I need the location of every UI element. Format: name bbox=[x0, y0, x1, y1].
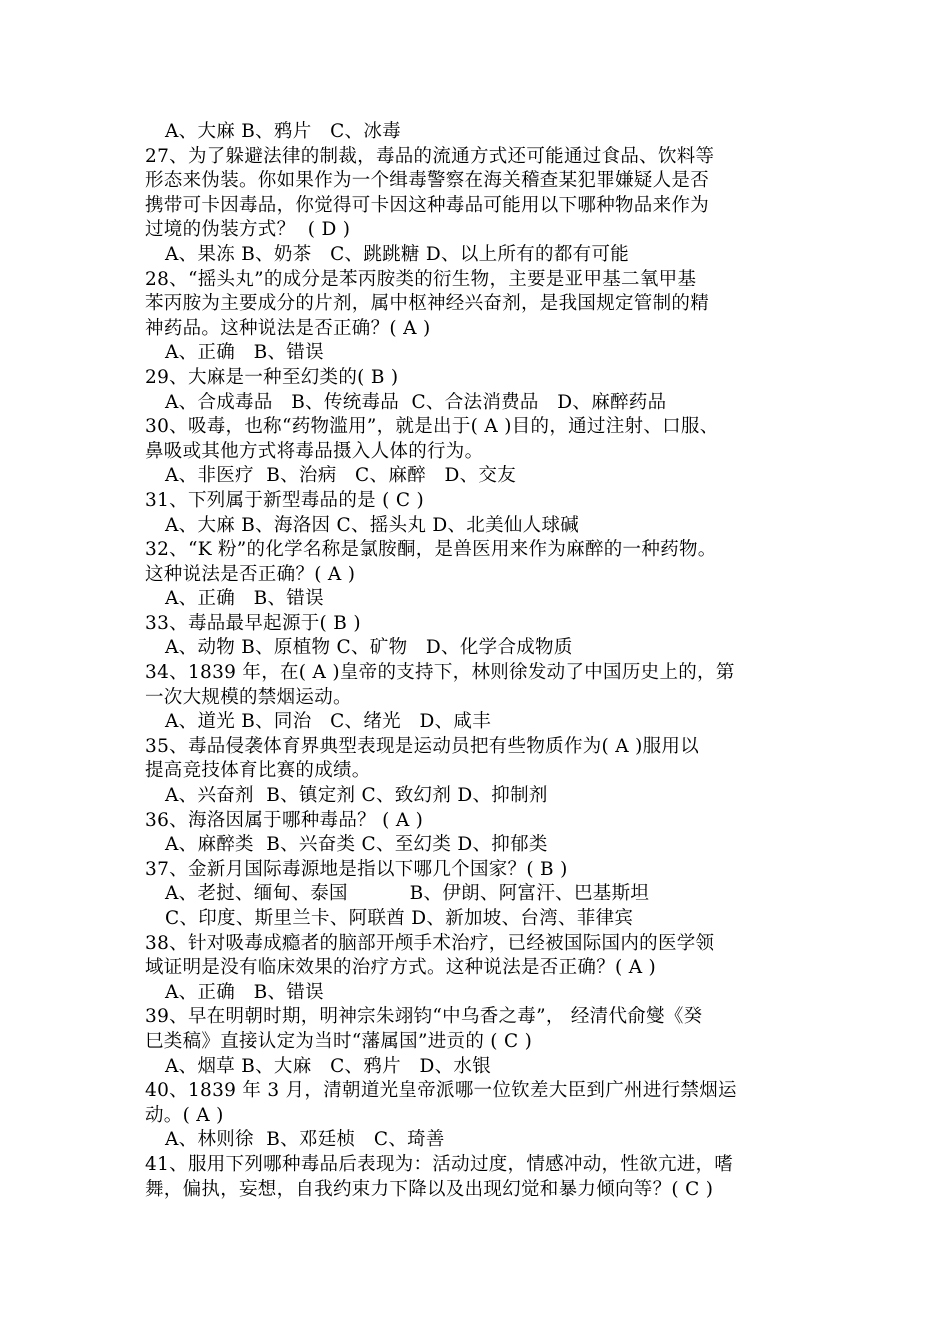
question-text-line: 34、1839 年，在( A )皇帝的支持下，林则徐发动了中国历史上的，第 bbox=[145, 662, 735, 684]
answer-options-line: A、林则徐 B、邓廷桢 C、琦善 bbox=[165, 1129, 445, 1151]
question-text-line: 38、针对吸毒成瘾者的脑部开颅手术治疗，已经被国际国内的医学领 bbox=[145, 932, 715, 954]
answer-options-line: C、印度、斯里兰卡、阿联酋 D、新加坡、台湾、菲律宾 bbox=[165, 908, 634, 929]
question-text-line: 28、“摇头丸”的成分是苯丙胺类的衍生物，主要是亚甲基二氧甲基 bbox=[145, 268, 697, 290]
answer-options-line: A、烟草 B、大麻 C、鸦片 D、水银 bbox=[165, 1055, 492, 1077]
question-text-line: 这种说法是否正确？( A ) bbox=[145, 563, 356, 585]
question-text-line: 携带可卡因毒品，你觉得可卡因这种毒品可能用以下哪种物品来作为 bbox=[145, 194, 710, 216]
question-text-line: 30、吸毒，也称“药物滥用”，就是出于( A )目的，通过注射、口服、 bbox=[145, 416, 719, 438]
question-text-line: 鼻吸或其他方式将毒品摄入人体的行为。 bbox=[145, 440, 484, 462]
answer-options-line: A、大麻 B、海洛因 C、摇头丸 D、北美仙人球碱 bbox=[165, 514, 580, 536]
question-text-line: 舞，偏执，妄想，自我约束力下降以及出现幻觉和暴力倾向等？( C ) bbox=[145, 1178, 714, 1200]
question-text-line: 37、金新月国际毒源地是指以下哪几个国家？( B ) bbox=[145, 858, 568, 880]
answer-options-line: A、大麻 B、鸦片 C、冰毒 bbox=[165, 121, 401, 142]
question-text-line: 27、为了躲避法律的制裁，毒品的流通方式还可能通过食品、饮料等 bbox=[145, 145, 715, 167]
question-text-line: 苯丙胺为主要成分的片剂，属中枢神经兴奋剂，是我国规定管制的精 bbox=[145, 293, 710, 315]
question-text-line: 过境的伪装方式？ ( D ) bbox=[145, 219, 351, 241]
question-text-line: 巳类稿》直接认定为当时“藩属国”进贡的 ( C ) bbox=[145, 1030, 533, 1052]
answer-options-line: A、动物 B、原植物 C、矿物 D、化学合成物质 bbox=[165, 637, 573, 659]
document-page bbox=[145, 120, 815, 1202]
answer-options-line: A、麻醉类 B、兴奋类 C、至幻类 D、抑郁类 bbox=[165, 834, 548, 856]
question-text-line: 神药品。这种说法是否正确？( A ) bbox=[145, 317, 431, 339]
question-text-line: 39、早在明朝时期，明神宗朱翊钧“中乌香之毒”， 经清代俞燮《癸 bbox=[145, 1006, 703, 1028]
answer-options-line: A、兴奋剂 B、镇定剂 C、致幻剂 D、抑制剂 bbox=[165, 785, 548, 807]
answer-options-line: A、正确 B、错误 bbox=[165, 588, 324, 610]
question-text-line: 动。( A ) bbox=[145, 1104, 224, 1126]
question-text-line: 提高竞技体育比赛的成绩。 bbox=[145, 760, 371, 782]
answer-options-line: A、非医疗 B、治病 C、麻醉 D、交友 bbox=[165, 465, 516, 487]
answer-options-line: A、道光 B、同治 C、绪光 D、咸丰 bbox=[165, 711, 492, 733]
question-text-line: 29、大麻是一种至幻类的( B ) bbox=[145, 366, 399, 388]
answer-options-line: A、老挝、缅甸、泰国 B、伊朗、阿富汗、巴基斯坦 bbox=[165, 883, 650, 905]
question-text-line: 域证明是没有临床效果的治疗方式。这种说法是否正确？( A ) bbox=[145, 957, 657, 979]
answer-options-line: A、正确 B、错误 bbox=[165, 981, 324, 1003]
question-text-line: 40、1839 年 3 月，清朝道光皇帝派哪一位钦差大臣到广州进行禁烟运 bbox=[145, 1080, 737, 1102]
answer-options-line: A、合成毒品 B、传统毒品 C、合法消费品 D、麻醉药品 bbox=[165, 391, 667, 413]
question-text-line: 35、毒品侵袭体育界典型表现是运动员把有些物质作为( A )服用以 bbox=[145, 735, 699, 757]
question-text-line: 31、下列属于新型毒品的是 ( C ) bbox=[145, 489, 424, 511]
question-text-line: 形态来伪装。你如果作为一个缉毒警察在海关稽查某犯罪嫌疑人是否 bbox=[145, 170, 710, 192]
question-text-line: 32、“K 粉”的化学名称是氯胺酮，是兽医用来作为麻醉的一种药物。 bbox=[145, 539, 717, 561]
question-text-line: 41、服用下列哪种毒品后表现为：活动过度，情感冲动，性欲亢进，嗜 bbox=[145, 1153, 734, 1175]
question-text-line: 33、毒品最早起源于( B ) bbox=[145, 612, 361, 634]
question-text-line: 一次大规模的禁烟运动。 bbox=[145, 686, 352, 708]
answer-options-line: A、果冻 B、奶茶 C、跳跳糖 D、以上所有的都有可能 bbox=[165, 243, 630, 265]
question-text-line: 36、海洛因属于哪种毒品？ ( A ) bbox=[145, 809, 424, 831]
answer-options-line: A、正确 B、错误 bbox=[165, 342, 324, 364]
